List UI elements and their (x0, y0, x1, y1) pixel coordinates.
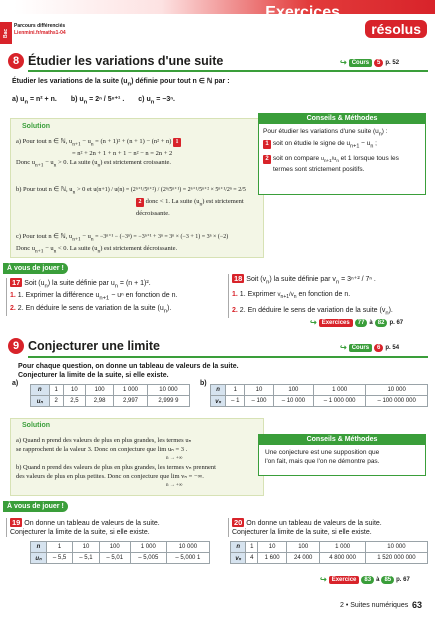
side-tab: Bac (0, 22, 12, 44)
solution-label: Solution (22, 123, 50, 130)
exercise-17: 17 Soit $(u_n)$ la suite définie par $u_n = (n + 1)^2$. 1. 1. Exprimer la différence $u_{n+1} - u^n$ en fonction de n. 2. 2. En déduire le sens de variation de la suite $(u_n)$. (6, 278, 216, 316)
table-a-label: a) (12, 380, 19, 387)
side-label: Parcours différenciés Lienmini.fr/maths1-04 (14, 23, 66, 36)
advice-box: Conseils & Méthodes Une conjecture est une supposition que l'on fait, mais que l'on ne démontre pas. (258, 434, 426, 476)
cours-reference[interactable]: ↪ Cours 6 p. 54 (340, 343, 400, 352)
solution-label: Solution (22, 422, 50, 429)
solution-text: a) Pour tout n ∈ ℕ, $u_{n+1} - u_n = (n + 1)^2 + (n + 1) - (n^2 + n)$ 1 = n² + 2n + 1 + n + 1 − n² − n = 2n + 2 Donc $u_{n+1} - u_n > 0$. La suite $(u_n)$ est strictement croissante. b) Pour tout n ∈ ℕ, $u_n > 0$ et u(n+1) / u(n) = (2ⁿ⁺¹/5ⁿ⁺²) / (2ⁿ/5ⁿ⁺¹) = 2ⁿ⁺¹/5ⁿ⁺² × 5ⁿ⁺¹/2ⁿ = 2/5 2 donc < 1. La suite $(u_n)$ est strictement décroissante. c) Pour tout n ∈ ℕ, $u_{n+1} - u_n = -3^{n+1} - (-3^n) = -3^{n+1} + 3^n = 3^n \times (-3 + 1) = 3^n \times (-2)$ Donc $u_{n+1} - u_n < 0$. La suite $(u_n)$ est strictement décroissante. (16, 138, 246, 255)
cours-reference[interactable]: ↪ Cours 5 p. 52 (340, 58, 400, 67)
statement-items: a) $u_n = n^2 + n$. b) $u_n = 2^n / 5^{n+1}$ . c) $u_n = -3^n$. (12, 96, 175, 106)
values-table-a: n 1 10 100 1 000 10 000 uₙ 2 2,5 2,98 2,997 2,999 9 (30, 384, 190, 407)
chapter-footer: 2 • Suites numériques (340, 602, 409, 609)
page-title: Exercices (265, 4, 340, 21)
advice-title: Conseils & Méthodes (259, 114, 425, 124)
solution-text: a) Quand n prend des valeurs de plus en plus grandes, les termes uₙ se rapprochent de la valeur 3. Donc on conjecture que lim uₙ = 3 . n → +∞ b) Quand n prend des valeurs de plus en plus grandes, les termes vₙ prennent des valeurs de plus en plus petites. Donc on conjecture que lim vₙ = −∞. n → +∞ (16, 437, 216, 488)
arrow-icon: ↪ (340, 58, 347, 67)
practice-label: À vous de jouer ! (3, 501, 68, 512)
exercise-number-badge: 9 (8, 338, 24, 354)
section-title: Étudier les variations d'une suite (28, 54, 224, 68)
header-banner (14, 0, 435, 14)
values-table-b: n 1 10 100 1 000 10 000 vₙ – 1 – 100 – 10 000 – 1 000 000 – 100 000 000 (210, 384, 428, 407)
exercise-number-badge: 8 (8, 53, 24, 69)
side-link[interactable]: Lienmini.fr/maths1-04 (14, 30, 66, 36)
practice-label: À vous de jouer ! (3, 263, 68, 274)
advice-title: Conseils & Méthodes (259, 435, 425, 445)
exercise-20: 20 On donne un tableau de valeurs de la suite. Conjecturer la limite de la suite, si elle existe. (228, 518, 428, 537)
section-title: Conjecturer une limite (28, 339, 160, 353)
page-subtitle: résolus (365, 20, 427, 38)
page-number: 63 (412, 600, 423, 610)
exercises-reference[interactable]: ↪ Exercices 77 à 82 p. 67 (310, 318, 404, 327)
exercise-18: 18 Soit $(v_n)$ la suite définie par $v_n = 3^{n+2} / 7^n$ . 1. 1. Exprimer $v_{n+1}/v_n$ en fonction de n. 2. 2. En déduire le sens de variation de la suite $(v_n)$. (228, 274, 428, 318)
arrow-icon: ↪ (340, 343, 347, 352)
values-table-19: n 1 10 100 1 000 10 000 uₙ – 5,5 – 5,1 – 5,01 – 5,005 – 5,000 1 (30, 541, 210, 564)
advice-box: Conseils & Méthodes Pour étudier les variations d'une suite $(u_n)$ : 1 soit on étudie le signe de $u_{n+1} - u_n$ ; 2 soit on compare $u_{n+1}/u_n$ et 1 lorsque tous les termes sont strictement positifs. (258, 113, 426, 195)
arrow-icon: ↪ (320, 575, 327, 584)
statement: Étudier les variations de la suite $(u_n)$ définie pour tout n ∈ ℕ par : (12, 78, 230, 88)
statement: Pour chaque question, on donne un tableau de valeurs de la suite. Conjecturer la limite de la suite, si elle existe. (18, 363, 239, 379)
arrow-icon: ↪ (310, 318, 317, 327)
section-rule (28, 356, 428, 358)
section-rule (28, 70, 428, 72)
table-b-label: b) (200, 380, 207, 387)
values-table-20: n 1 10 100 1 000 10 000 vₙ 4 1 600 24 000 4 800 000 1 520 000 000 (230, 541, 428, 564)
exercises-reference[interactable]: ↪ Exercice 83 à 85 p. 67 (320, 575, 410, 584)
exercise-19: 19 On donne un tableau de valeurs de la suite. Conjecturer la limite de la suite, si elle existe. (6, 518, 216, 537)
